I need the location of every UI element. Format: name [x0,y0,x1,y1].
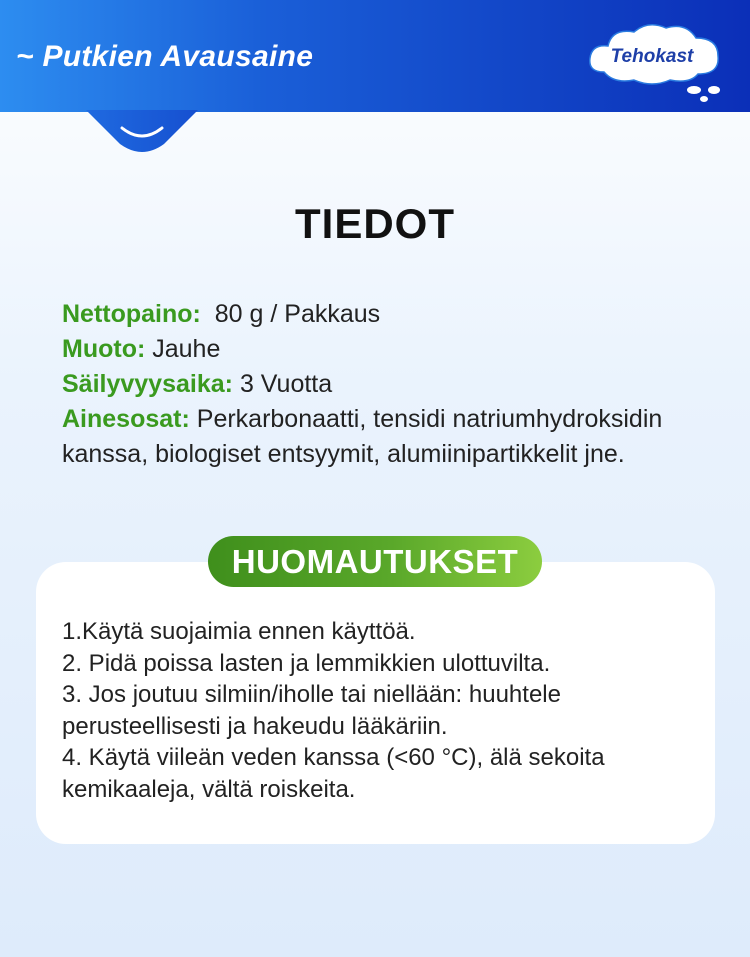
note-item: 4. Käytä viileän veden kanssa (<60 °C), älä sekoita kemikaaleja, vältä roiskeita. [62,744,605,803]
cloud-badge-label: Tehokast [610,46,694,67]
detail-value: Jauhe [152,335,221,363]
notes-list [62,616,702,805]
detail-label: Säilyvyysaika: [62,370,233,398]
smile-notch-icon [86,110,198,156]
detail-value: 80 g / Pakkaus [214,300,381,328]
detail-value: Perkarbonaatti, tensidi natriumhydroksidin kanssa, biologiset entsyymit, alumiinipartikkelit jne. [62,405,663,468]
note-item: 2. Pidä poissa lasten ja lemmikkien ulottuvilta. [62,649,551,677]
product-title: ~ Putkien Avausaine [16,40,314,73]
detail-row-shelf-life [62,367,712,402]
detail-label: Nettopaino: [62,300,201,328]
notes-heading-badge: HUOMAUTUKSET [208,536,542,587]
detail-value: 3 Vuotta [239,370,333,398]
note-item: 3. Jos joutuu silmiin/iholle tai niellään: huuhtele perusteellisesti ja hakeudu lääkäriin. [62,681,561,740]
detail-label: Muoto: [62,335,146,363]
details-heading: TIEDOT [295,200,455,247]
detail-label: Ainesosat: [62,405,190,433]
note-item: 1.Käytä suojaimia ennen käyttöä. [62,618,416,645]
detail-row-ingredients [62,402,712,472]
details-list [62,297,712,472]
detail-row-weight [62,297,712,332]
detail-row-form [62,332,712,367]
